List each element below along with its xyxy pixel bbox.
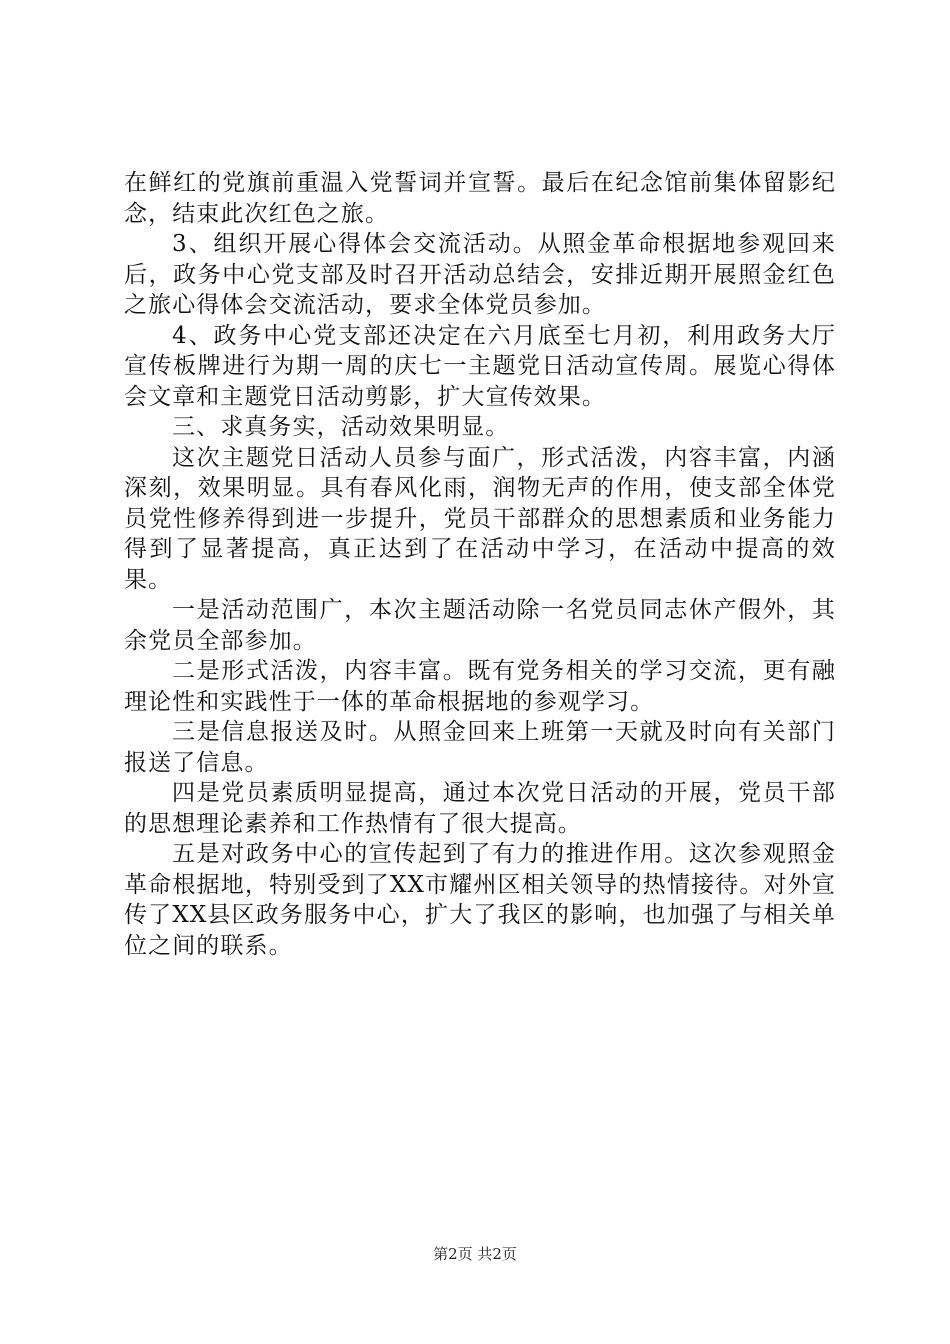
paragraph-10: 五是对政务中心的宣传起到了有力的推进作用。这次参观照金革命根据地，特别受到了XX市耀州区相关领导的热情接待。对外宣传了XX县区政务服务中心，扩大了我区的影响，也加强了与相关单位之间的联系。: [124, 841, 836, 959]
paragraph-9: 四是党员素质明显提高，通过本次党日活动的开展，党员干部的思想理论素养和工作热情有了很大提高。: [124, 780, 836, 837]
page-number-label: 第2页 共2页: [433, 1245, 517, 1263]
paragraph-8: 三是信息报送及时。从照金回来上班第一天就及时向有关部门报送了信息。: [124, 719, 836, 776]
paragraph-1: 在鲜红的党旗前重温入党誓词并宣誓。最后在纪念馆前集体留影纪念，结束此次红色之旅。: [124, 170, 836, 227]
section-heading: 三、求真务实，活动效果明显。: [172, 414, 510, 440]
document-body: [124, 168, 836, 961]
paragraph-3: 4、政务中心党支部还决定在六月底至七月初，利用政务大厅宣传板牌进行为期一周的庆七一主题党日活动宣传周。展览心得体会文章和主题党日活动剪影，扩大宣传效果。: [124, 322, 836, 410]
paragraph-2: 3、组织开展心得体会交流活动。从照金革命根据地参观回来后，政务中心党支部及时召开活动总结会，安排近期开展照金红色之旅心得体会交流活动，要求全体党员参加。: [124, 231, 836, 318]
paragraph-5: 这次主题党日活动人员参与面广，形式活泼，内容丰富，内涵深刻，效果明显。具有春风化雨，润物无声的作用，使支部全体党员党性修养得到进一步提升，党员干部群众的思想素质和业务能力得到了显著提高，真正达到了在活动中学习，在活动中提高的效果。: [124, 444, 836, 593]
page-footer: [0, 1244, 950, 1264]
paragraph-6: 一是活动范围广，本次主题活动除一名党员同志休产假外，其余党员全部参加。: [124, 597, 836, 654]
paragraph-7: 二是形式活泼，内容丰富。既有党务相关的学习交流，更有融理论性和实践性于一体的革命根据地的参观学习。: [124, 658, 836, 715]
